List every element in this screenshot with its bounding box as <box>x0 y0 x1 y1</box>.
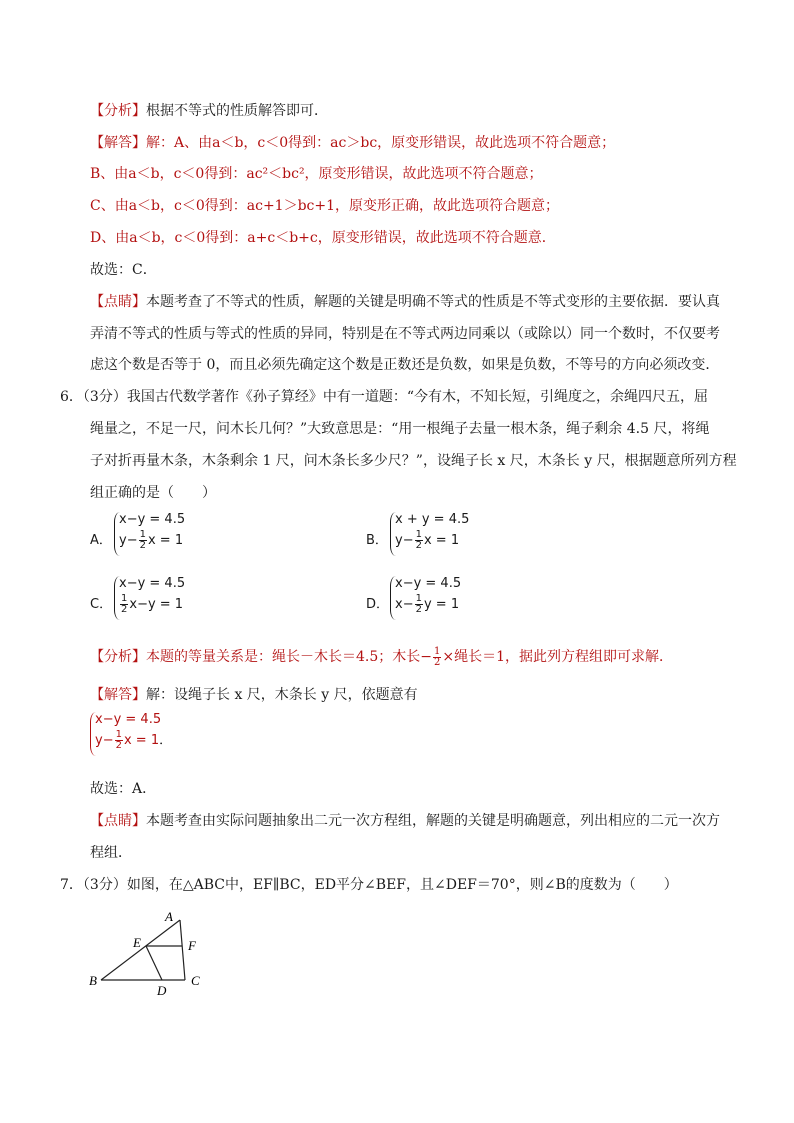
side-ab <box>101 920 180 980</box>
q5-answer-line-2: B、由a＜b，c＜0得到：ac²＜bc²，原变形错误，故此选项不符合题意； <box>90 166 543 182</box>
q5-comment-line-3: 虑这个数是否等于 0，而且必须先确定这个数是正数还是负数，如果是负数，不等号的方向必须改变． <box>90 357 720 373</box>
equation-system <box>114 512 204 556</box>
q5-answer-line-3: C、由a＜b，c＜0得到：ac+1＞bc+1，原变形正确，故此选项符合题意； <box>90 198 560 214</box>
analysis-text: 根据不等式的性质解答即可． <box>146 103 328 119</box>
label-c: C <box>191 973 200 988</box>
q6-stem-line-2: 绳量之，不足一尺，问木长几何？”大致意思是：“用一根绳子去量一根木条，绳子剩余 4.5 尺，将绳 <box>90 421 710 437</box>
triangle-figure <box>85 905 215 1000</box>
answer-tag: 【解答】 <box>90 687 146 703</box>
equation-2: $\frac{1}{2}$ x−y = 1 <box>121 593 184 615</box>
option-label: A． <box>90 533 112 548</box>
label-e: E <box>133 935 141 950</box>
q6-analysis: 【分析】本题的等量关系是：绳长－木长＝4.5；木长− $\frac{1}{2}$ ×绳长＝1，据此列方程组即可求解． <box>90 645 674 668</box>
option-label: D． <box>366 597 390 612</box>
fraction-one-half: $\frac{1}{2}$ <box>434 645 441 668</box>
side-ac <box>180 920 185 980</box>
equation-2: y− $\frac{1}{2}$ x = 1 <box>395 529 460 551</box>
equation-system <box>114 576 204 620</box>
q6-stem-line-1: 6．（3分）我国古代数学著作《孙子算经》中有一道题：“今有木，不知长短，引绳度之，余绳四尺五，屈 <box>60 389 708 405</box>
q6-comment-line-2: 程组． <box>90 845 132 861</box>
answer-tag: 【解答】 <box>90 135 146 151</box>
q6-comment-line-1: 【点睛】本题考查由实际问题抽象出二元一次方程组，解题的关键是明确题意，列出相应的二元一次方 <box>90 813 720 829</box>
equation-1: x−y = 4.5 <box>119 512 186 527</box>
analysis-tag: 【分析】 <box>90 649 146 665</box>
q5-answer-line-4: D、由a＜b，c＜0得到：a+c＜b+c，原变形错误，故此选项不符合题意． <box>90 230 556 246</box>
equation-1: x−y = 4.5 <box>95 712 162 727</box>
q6-stem-line-4: 组正确的是（ ） <box>90 485 216 501</box>
comment-tag: 【点睛】 <box>90 294 146 310</box>
comment-tag: 【点睛】 <box>90 813 146 829</box>
q5-comment-line-1 <box>90 292 720 312</box>
q5-choice: 故选：C． <box>90 262 157 278</box>
q5-analysis <box>90 101 328 121</box>
q5-answer-line-1 <box>90 133 615 153</box>
q6-choice: 故选：A． <box>90 781 157 797</box>
q6-answer: 【解答】解：设绳子长 x 尺，木条长 y 尺，依题意有 <box>90 687 418 703</box>
label-a: A <box>165 909 173 924</box>
equation-2: y− $\frac{1}{2}$ x = 1 <box>119 529 184 551</box>
equation-1: x−y = 4.5 <box>395 576 462 591</box>
equation-1: x−y = 4.5 <box>119 576 186 591</box>
label-b: B <box>89 973 97 988</box>
comment-line: 本题考查了不等式的性质，解题的关键是明确不等式的性质是不等式变形的主要依据．要认真 <box>146 294 720 310</box>
option-label: C． <box>90 597 113 612</box>
equation-2: x− $\frac{1}{2}$ y = 1 <box>395 593 460 615</box>
label-f: F <box>188 938 196 953</box>
answer-line: 解：A、由a＜b，c＜0得到：ac＞bc，原变形错误，故此选项不符合题意； <box>146 135 616 151</box>
segment-ed <box>146 946 162 980</box>
equation-1: x + y = 4.5 <box>395 512 470 527</box>
option-label: B． <box>366 533 388 548</box>
q6-stem-line-3: 子对折再量木条，木条剩余 1 尺，问木条长多少尺？”，设绳子长 x 尺，木条长 y 尺，根据题意所列方程 <box>90 453 737 469</box>
label-d: D <box>157 983 167 998</box>
analysis-tag: 【分析】 <box>90 103 146 119</box>
q5-comment-line-2: 弄清不等式的性质与等式的性质的异同，特别是在不等式两边同乘以（或除以）同一个数时，不仅要考 <box>90 326 720 342</box>
equation-system <box>390 576 480 620</box>
equation-2: y− $\frac{1}{2}$ x = 1． <box>95 729 173 751</box>
q6-answer-system <box>90 712 190 756</box>
equation-system <box>390 512 480 556</box>
q7-stem: 7．（3分）如图，在△ABC中，EF∥BC，ED平分∠BEF，且∠DEF＝70°，则∠B的度数为（ ） <box>60 877 678 893</box>
